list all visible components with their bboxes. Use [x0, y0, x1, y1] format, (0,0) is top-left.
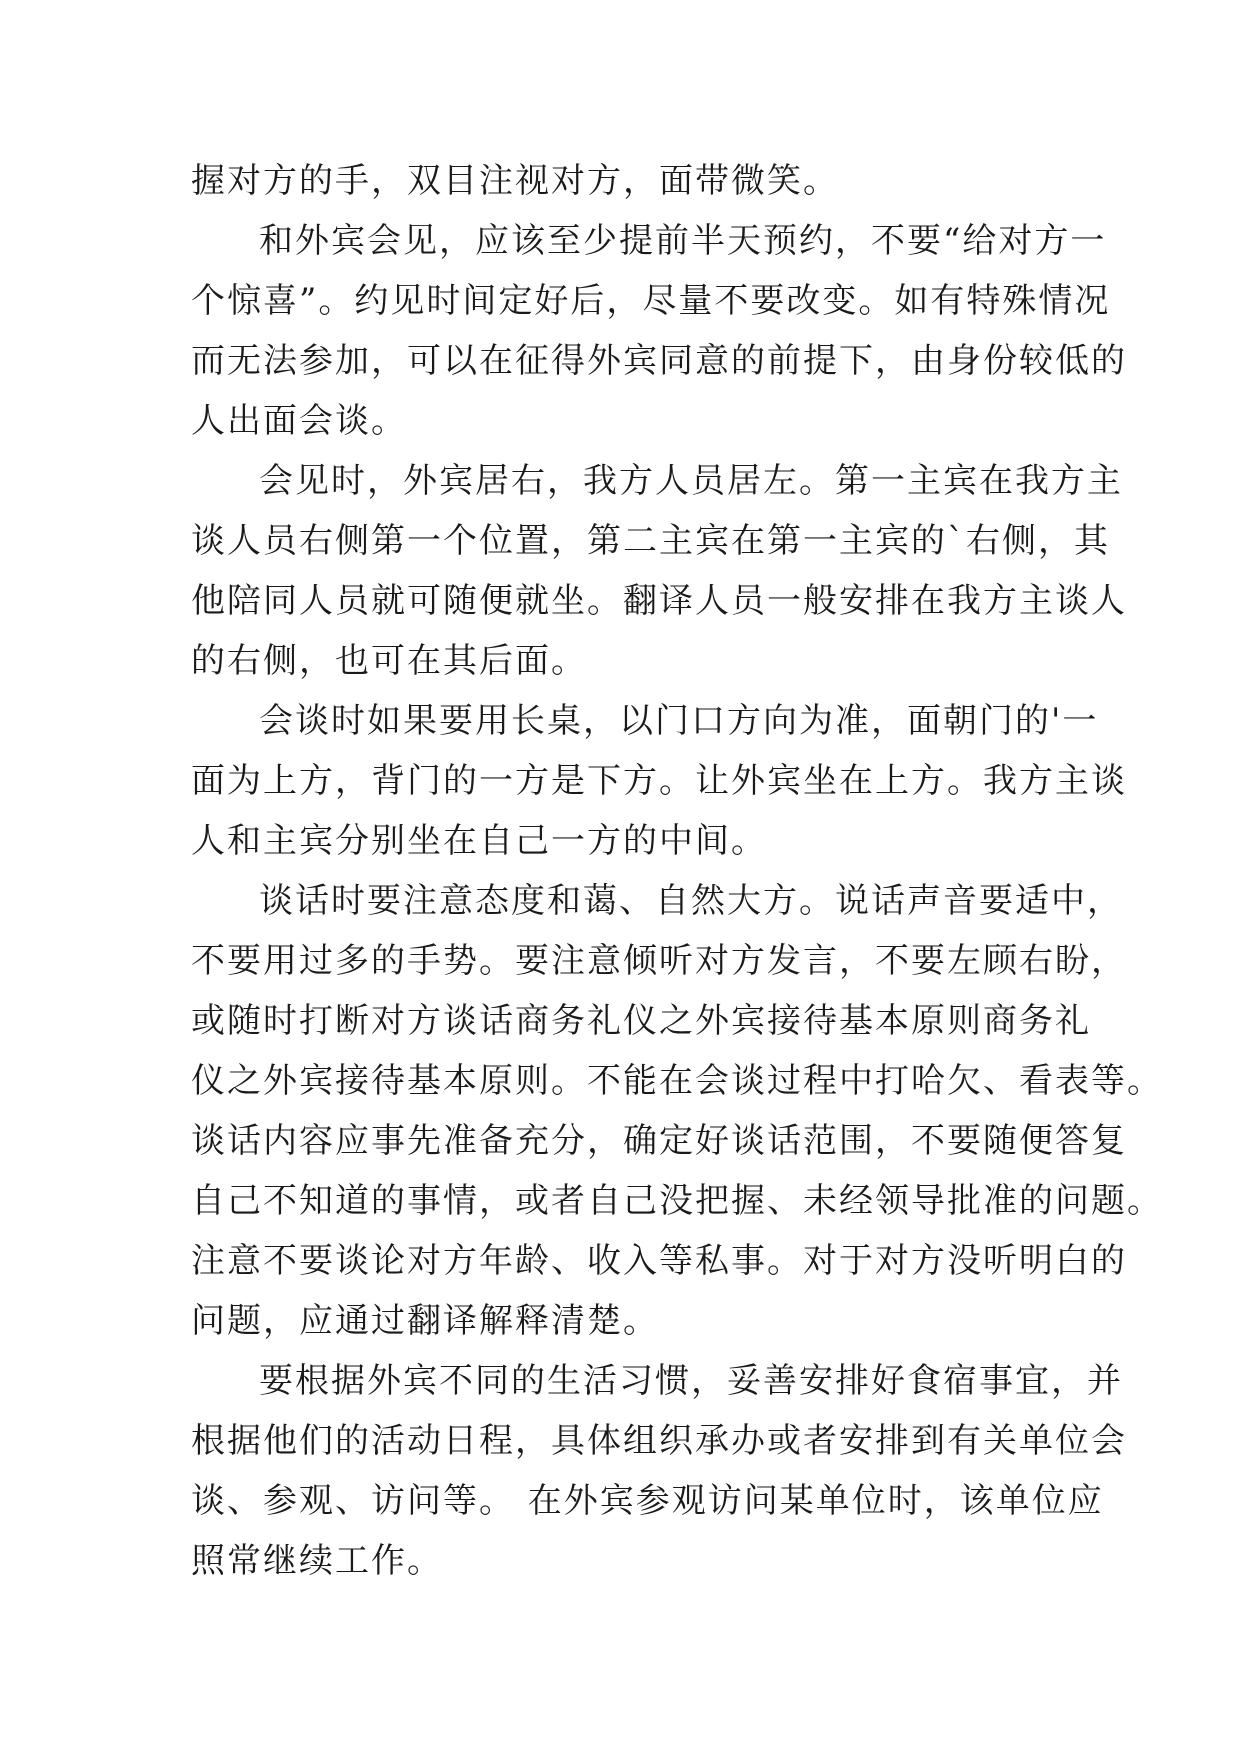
text-line: 人和主宾分别坐在自己一方的中间。 [191, 821, 767, 861]
text-line: 照常继续工作。 [191, 1541, 443, 1581]
text-line: 自己不知道的事情，或者自己没把握、未经领导批准的问题。 [191, 1181, 1163, 1221]
text-line: 面为上方，背门的一方是下方。让外宾坐在上方。我方主谈 [191, 761, 1127, 801]
text-line: 谈、参观、访问等。 在外宾参观访问某单位时，该单位应 [191, 1481, 1104, 1521]
text-line: 注意不要谈论对方年龄、收入等私事。对于对方没听明白的 [191, 1241, 1127, 1281]
text-line: 不要用过多的手势。要注意倾听对方发言，不要左顾右盼， [191, 941, 1127, 981]
text-line: 仪之外宾接待基本原则。不能在会谈过程中打哈欠、看表等。 [191, 1061, 1163, 1101]
document-body [191, 151, 1163, 1591]
text-line: 或随时打断对方谈话商务礼仪之外宾接待基本原则商务礼 [191, 1001, 1091, 1041]
text-line: 他陪同人员就可随便就坐。翻译人员一般安排在我方主谈人 [191, 581, 1127, 621]
text-line: 根据他们的活动日程，具体组织承办或者安排到有关单位会 [191, 1421, 1127, 1461]
text-line: 和外宾会见，应该至少提前半天预约，不要“给对方一 [259, 221, 1107, 261]
text-line: 问题，应通过翻译解释清楚。 [191, 1301, 659, 1341]
text-line: 谈话内容应事先准备充分，确定好谈话范围，不要随便答复 [191, 1121, 1127, 1161]
text-line: 会谈时如果要用长桌，以门口方向为准，面朝门的'一 [259, 701, 1099, 741]
text-line: 握对方的手，双目注视对方，面带微笑。 [191, 161, 839, 201]
text-line: 谈人员右侧第一个位置，第二主宾在第一主宾的`右侧，其 [191, 521, 1110, 561]
text-line: 会见时，外宾居右，我方人员居左。第一主宾在我方主 [259, 461, 1123, 501]
text-line: 个惊喜”。约见时间定好后，尽量不要改变。如有特殊情况 [191, 281, 1111, 321]
text-line: 谈话时要注意态度和蔼、自然大方。说话声音要适中， [259, 881, 1123, 921]
text-line: 的右侧，也可在其后面。 [191, 641, 587, 681]
text-line: 要根据外宾不同的生活习惯，妥善安排好食宿事宜，并 [259, 1361, 1123, 1401]
text-line: 而无法参加，可以在征得外宾同意的前提下，由身份较低的 [191, 341, 1127, 381]
text-line: 人出面会谈。 [191, 401, 407, 441]
